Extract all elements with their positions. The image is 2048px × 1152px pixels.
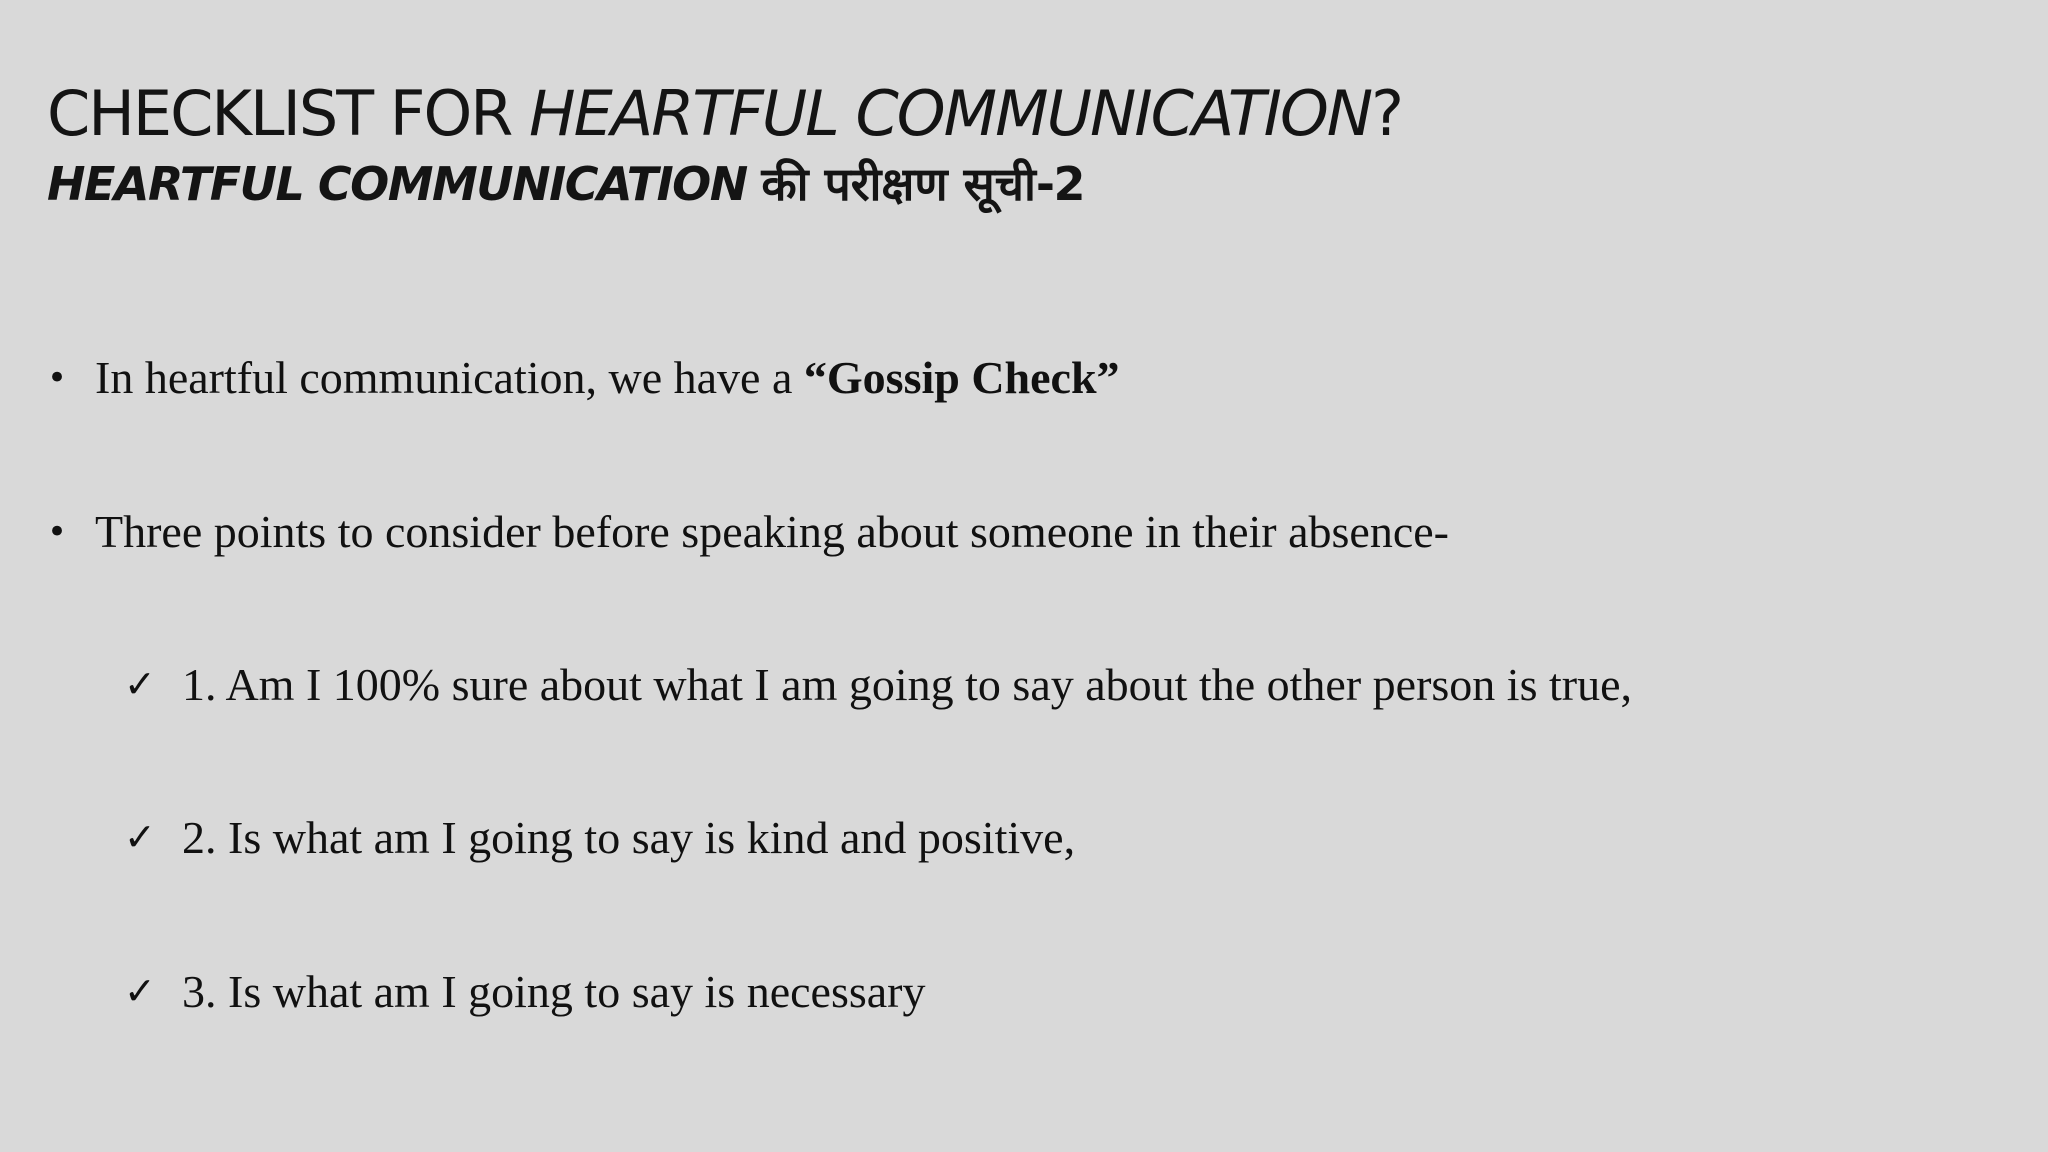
checkmark-icon: ✓ <box>124 662 156 706</box>
bullet-emphasis: “Gossip Check” <box>803 352 1120 403</box>
checkmark-icon: ✓ <box>124 815 156 859</box>
subtitle-end: -2 <box>1035 157 1085 211</box>
bullet-text: Three points to consider before speaking about someone in their absence- <box>95 506 1449 557</box>
bullet-text: In heartful communication, we have a <box>95 352 804 403</box>
bullet-icon: • <box>47 358 68 398</box>
subtitle-hindi: की परीक्षण सूची <box>761 157 1036 211</box>
slide-subtitle <box>47 158 1084 211</box>
slide-title <box>47 78 1402 149</box>
bullet-item-three-points <box>47 504 1449 559</box>
bullet-icon: • <box>47 512 68 552</box>
checklist-text: 1. Am I 100% sure about what I am going to say about the other person is true, <box>182 659 1632 710</box>
subtitle-italic: HEARTFUL COMMUNICATION <box>47 157 762 211</box>
checklist-text: 3. Is what am I going to say is necessary <box>182 966 926 1017</box>
checkmark-icon: ✓ <box>124 969 156 1013</box>
checklist-text: 2. Is what am I going to say is kind and positive, <box>182 812 1076 863</box>
checklist-item-kind <box>124 810 1075 865</box>
bullet-item-gossip-check <box>47 350 1120 405</box>
title-plain: CHECKLIST FOR <box>47 77 530 150</box>
title-end: ? <box>1371 77 1403 150</box>
checklist-item-necessary <box>124 964 926 1019</box>
title-italic: HEARTFUL COMMUNICATION <box>529 77 1372 150</box>
checklist-item-true <box>124 657 1632 712</box>
